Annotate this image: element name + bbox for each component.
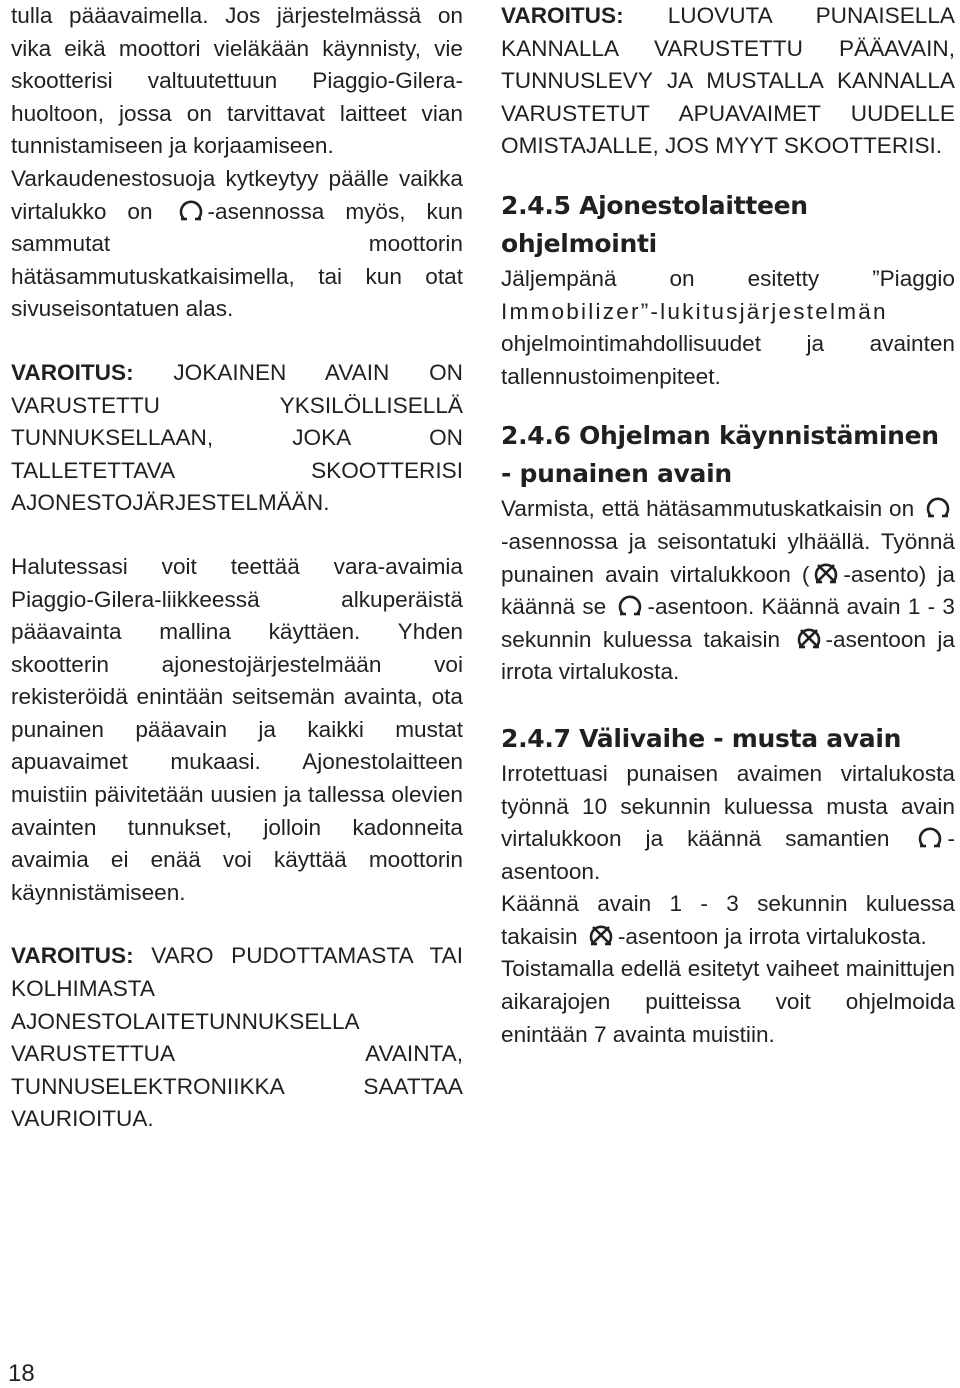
- paragraph-black-key: [501, 758, 955, 888]
- paragraph-programming-line1: Jäljempänä on esitetty ”Piaggio: [501, 265, 955, 291]
- paragraph-antitheft-part2: -asennossa myös, kun sammutat moottorin hätäsammutuskatkaisimella, tai kun otat sivuseisontatuen alas.: [11, 198, 463, 322]
- ignition-off-icon: [586, 923, 616, 947]
- text-part: -asentoon. Käännä avain 1 - 3 sekunnin kuluessa takaisin: [501, 594, 955, 652]
- ignition-on-icon: [615, 593, 645, 617]
- paragraph-antitheft: [11, 163, 463, 326]
- heading-black-key: 2.4.7 Välivaihe - musta avain: [501, 723, 902, 753]
- paragraph-antitheft-part1: Varkaudenestosuoja kytkeytyy päälle vaikka virtalukko on: [11, 165, 463, 224]
- text-part: -asentoon ja irrota virtalukosta.: [617, 923, 927, 949]
- text-part: -asento) ja käännä se: [501, 561, 955, 620]
- paragraph-programming-line3: ohjelmointimahdollisuudet ja avainten tallennustoimenpiteet.: [501, 331, 955, 389]
- right-column: [501, 0, 955, 1051]
- text-part: Irrotettuasi punaisen avaimen virtalukosta työnnä 10 sekunnin kuluessa musta avain virtalukkoon ja käännä samantien: [501, 760, 955, 852]
- ignition-on-icon: [915, 825, 945, 849]
- warning-unique-code: [11, 357, 463, 520]
- warning-label: VAROITUS:: [11, 359, 134, 385]
- warning-text: JOKAINEN AVAIN ON VARUSTETTU YKSILÖLLISELLÄ TUNNUKSELLAAN, JOKA ON TALLETETTAVA SKOOTTERISI AJONESTOJÄRJESTELMÄÄN.: [11, 359, 463, 516]
- paragraph-red-key: [501, 493, 955, 689]
- text-part: -asennossa ja seisontatuki ylhäällä. Työnnä punainen avain virtalukkoon (: [501, 528, 955, 587]
- paragraph-programming-line2: Immobilizer”-lukitusjärjestelmän: [501, 298, 888, 324]
- paragraph-spare-keys: Halutessasi voit teettää vara-avaimia Piaggio-Gilera-liikkeessä alkuperäistä pääavainta mallina käyttäen. Yhden skootterin ajonestojärjestelmään voi rekisteröidä enintään seitsemän avainta, ota punainen pääavain ja kaikki mustat apuavaimet mukaasi. Ajonestolaitteen muistiin päivitetään uusien ja tallessa olevien avainten tunnukset, jolloin kadonneita avaimia ei enää voi käyttää moottorin käynnistämiseen.: [11, 553, 463, 905]
- page-number: 18: [8, 1360, 35, 1387]
- paragraph-service: tulla pääavaimella. Jos järjestelmässä on vika eikä moottori vieläkään käynnisty, vie skootterisi valtuutettuun Piaggio-Gilera-huoltoon, jossa on tarvittavat laitteet vian tunnistamiseen ja korjaamiseen.: [11, 3, 463, 159]
- left-column: [11, 0, 463, 1136]
- ignition-on-icon: [176, 198, 206, 222]
- warning-label: VAROITUS:: [501, 3, 624, 28]
- warning-label: VAROITUS:: [11, 943, 134, 969]
- ignition-off-icon: [794, 626, 824, 650]
- paragraph-return-key: [501, 888, 955, 953]
- warning-drop: [11, 940, 463, 1136]
- ignition-off-icon: [811, 561, 841, 585]
- warning-text: VARO PUDOTTAMASTA TAI KOLHIMASTA AJONESTOLAITETUNNUKSELLA VARUSTETTUA AVAINTA, TUNNUSELEKTRONIIKKA SAATTAA VAURIOITUA.: [11, 943, 463, 1132]
- heading-programming: 2.4.5 Ajonestolaitteen ohjelmointi: [501, 190, 808, 258]
- text-part: -asentoon ja irrota virtalukosta.: [501, 626, 955, 685]
- warning-handover: [501, 0, 955, 163]
- heading-start-red-key: 2.4.6 Ohjelman käynnistäminen - punainen avain: [501, 421, 939, 489]
- paragraph-repeat: Toistamalla edellä esitetyt vaiheet mainittujen aikarajojen puitteissa voit ohjelmoida enintään 7 avainta muistiin.: [501, 956, 955, 1047]
- text-part: Käännä avain 1 - 3 sekunnin kuluessa takaisin: [501, 891, 955, 949]
- text-part: -asentoon.: [501, 826, 955, 884]
- warning-text: LUOVUTA PUNAISELLA KANNALLA VARUSTETTU PÄÄAVAIN, TUNNUSLEVY JA MUSTALLA KANNALLA VARUSTETUT APUAVAIMET UUDELLE OMISTAJALLE, JOS MYYT SKOOTTERISI.: [501, 3, 955, 159]
- text-part: Varmista, että hätäsammutuskatkaisin on: [501, 496, 921, 522]
- ignition-on-icon: [923, 495, 953, 519]
